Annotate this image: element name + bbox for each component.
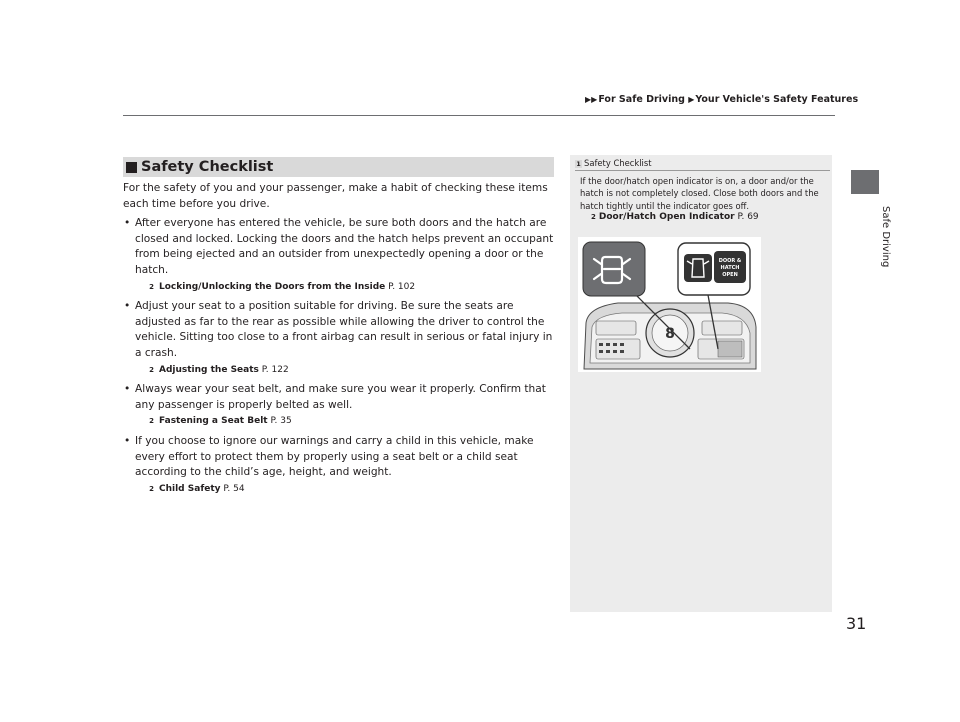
bullet-icon: •	[124, 300, 131, 313]
page-number: 31	[846, 614, 867, 633]
cross-reference-icon: 2	[149, 282, 154, 291]
figure-label-line: HATCH	[720, 265, 740, 271]
side-note-body: If the door/hatch open indicator is on, a door and/or the hatch is not completely closed. Close both doors and the hatch tightly until the indicator goes off.	[580, 176, 819, 211]
side-note-panel	[570, 155, 832, 612]
cross-reference-icon: 2	[149, 484, 154, 493]
bullet-icon: •	[124, 217, 131, 230]
breadcrumb-item-2[interactable]: Your Vehicle's Safety Features	[695, 94, 859, 105]
triangle-right-icon: ▶▶	[585, 95, 598, 104]
checklist	[123, 216, 555, 497]
svg-text:8: 8	[665, 326, 675, 342]
section-intro: For the safety of you and your passenger, make a habit of checking these items each time before you drive.	[123, 182, 548, 210]
main-content	[123, 181, 555, 497]
section-title-bar	[123, 157, 554, 177]
cross-reference[interactable]	[135, 414, 555, 430]
triangle-right-icon: ▶	[688, 95, 695, 104]
checklist-item-text: After everyone has entered the vehicle, be sure both doors and the hatch are closed and locked. Locking the doors and the hatch helps prevent an occupant from being ejected and an outsider from unexpectedly opening a door or the hatch.	[135, 217, 554, 276]
bullet-icon: •	[124, 383, 131, 396]
cross-reference-title[interactable]: Child Safety	[159, 483, 221, 494]
black-square-icon	[126, 162, 137, 173]
side-note-heading-text: Safety Checklist	[584, 158, 652, 168]
checklist-item	[123, 434, 555, 497]
note-marker-icon: 1	[576, 160, 581, 168]
cross-reference-title[interactable]: Fastening a Seat Belt	[159, 416, 268, 427]
cross-reference-page[interactable]: P. 54	[223, 483, 245, 494]
cross-reference-icon: 2	[149, 365, 154, 374]
side-note-heading	[575, 158, 830, 171]
checklist-item	[123, 382, 555, 430]
checklist-item	[123, 299, 555, 378]
cross-reference-page[interactable]: P. 35	[270, 416, 292, 427]
cross-reference-page[interactable]: P. 122	[261, 364, 289, 375]
header-divider	[123, 115, 835, 116]
checklist-item	[123, 216, 555, 295]
side-note-cross-reference[interactable]	[591, 212, 759, 222]
bullet-icon: •	[124, 434, 131, 447]
cross-reference-icon: 2	[591, 213, 596, 221]
breadcrumb-item-1[interactable]: For Safe Driving	[598, 94, 685, 105]
checklist-item-text: Always wear your seat belt, and make sure you wear it properly. Confirm that any passenger is properly belted as well.	[135, 383, 546, 411]
figure-label-line: OPEN	[722, 272, 738, 278]
cross-reference[interactable]	[135, 482, 555, 498]
instrument-cluster-illustration	[578, 237, 761, 372]
cross-reference-page[interactable]: P. 102	[388, 281, 416, 292]
cross-reference-page[interactable]: P. 69	[737, 212, 759, 222]
cross-reference-title[interactable]: Door/Hatch Open Indicator	[598, 212, 735, 222]
cross-reference-icon: 2	[149, 417, 154, 426]
cross-reference-title[interactable]: Adjusting the Seats	[159, 364, 259, 375]
figure-label-line: DOOR &	[718, 258, 742, 264]
section-title: Safety Checklist	[141, 159, 274, 175]
breadcrumb	[585, 94, 859, 105]
cross-reference-title[interactable]: Locking/Unlocking the Doors from the Inside	[159, 281, 386, 292]
cross-reference[interactable]	[135, 280, 555, 296]
checklist-item-text: If you choose to ignore our warnings and carry a child in this vehicle, make every effort to protect them by properly using a seat belt or a child seat according to the child’s age, height, and weight.	[135, 434, 534, 479]
chapter-tab-label[interactable]: Safe Driving	[880, 206, 891, 268]
cross-reference[interactable]	[135, 363, 555, 379]
chapter-tab-marker	[851, 170, 879, 194]
checklist-item-text: Adjust your seat to a position suitable for driving. Be sure the seats are adjusted as far to the rear as possible while allowing the driver to control the vehicle. Sitting too close to a front airbag can result in serious or fatal injury in a crash.	[135, 300, 553, 359]
